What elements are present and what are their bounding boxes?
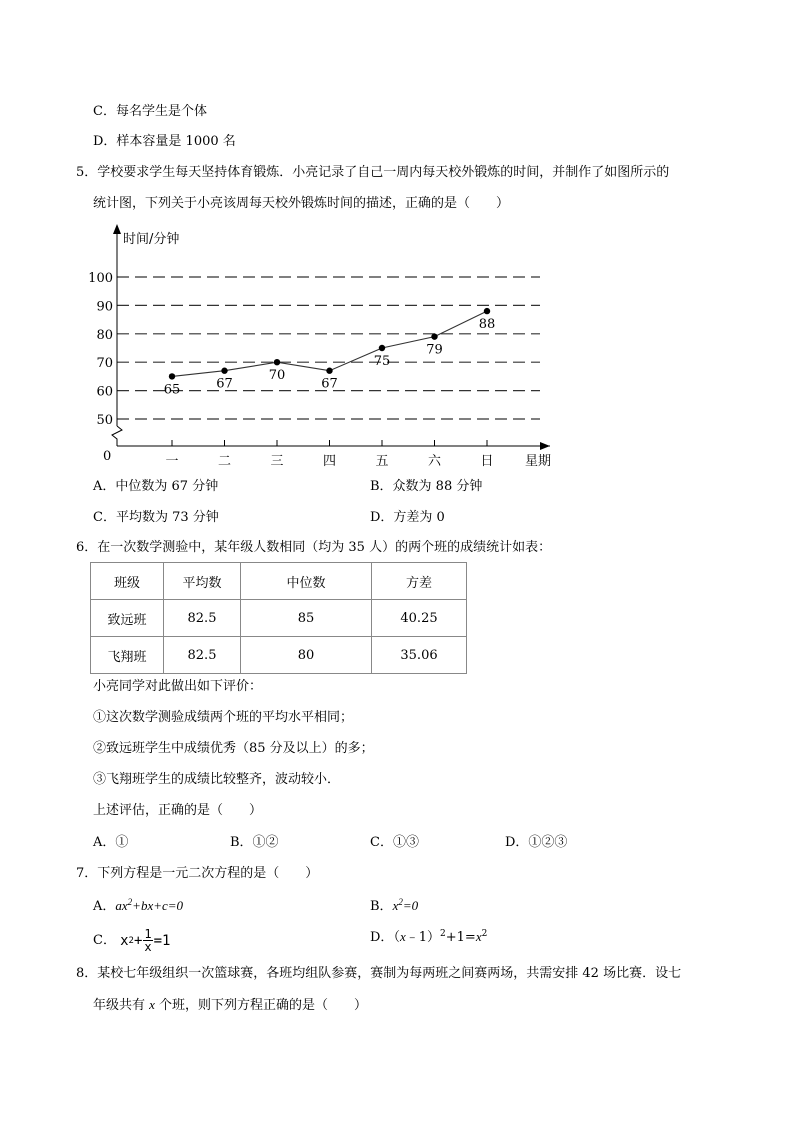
q7-option-c xyxy=(93,928,170,953)
q7-option-d-label: D． xyxy=(370,930,394,945)
q5-stem-line2: 统计图，下列关于小亮该周每天校外锻炼时间的描述，正确的是（ ） xyxy=(93,196,510,211)
q5-option-a: A．中位数为 67 分钟 xyxy=(93,479,219,494)
q8-stem-var: x xyxy=(149,997,155,1012)
header-mean: 平均数 xyxy=(164,563,241,600)
data-point-0 xyxy=(169,373,175,379)
y-axis-title: 时间/分钟 xyxy=(123,232,180,247)
q6-option-a: A．① xyxy=(93,835,129,850)
y-tick-label-90: 90 xyxy=(96,299,113,315)
q7-option-c-label: C． xyxy=(93,933,116,948)
y-tick-label-70: 70 xyxy=(96,356,113,372)
x-tick-label-5: 六 xyxy=(427,454,442,469)
q6-option-b: B．①② xyxy=(230,835,279,850)
table-cell: 82.5 xyxy=(164,600,241,637)
y-tick-label-50: 50 xyxy=(96,413,113,428)
y-tick-label-80: 80 xyxy=(96,327,113,343)
q6-option-d: D．①②③ xyxy=(505,835,568,850)
q7-option-b-label: B． xyxy=(370,899,393,914)
y-axis-arrow xyxy=(113,224,121,234)
exercise-time-line-chart xyxy=(88,222,565,472)
q6-comment-intro: 小亮同学对此做出如下评价： xyxy=(93,679,263,694)
data-label-1: 67 xyxy=(216,376,233,392)
x-tick-label-1: 二 xyxy=(217,454,232,469)
q4-option-c: C．每名学生是个体 xyxy=(93,104,207,119)
header-variance: 方差 xyxy=(372,563,467,600)
header-class: 班级 xyxy=(91,563,164,600)
table-cell: 40.25 xyxy=(372,600,467,637)
x-tick-label-2: 三 xyxy=(270,454,284,469)
x-axis-title: 星期 xyxy=(525,454,552,469)
q6-statement-2: ②致远班学生中成绩优秀（85 分及以上）的多； xyxy=(93,741,374,756)
data-point-1 xyxy=(221,368,227,374)
q7-option-c-expr: x 2 + 1 x =1 xyxy=(120,927,171,954)
header-median: 中位数 xyxy=(241,563,372,600)
data-point-5 xyxy=(431,333,437,339)
table-cell: 35.06 xyxy=(372,637,467,674)
y-tick-label-100: 100 xyxy=(88,271,113,286)
table-cell: 飞翔班 xyxy=(91,637,164,674)
q6-question: 上述评估，正确的是（ ） xyxy=(93,803,263,818)
q5-option-c: C．平均数为 73 分钟 xyxy=(93,510,219,525)
q8-stem-line1: 8．某校七年级组织一次篮球赛，各班均组队参赛，赛制为每两班之间赛两场，共需安排 42 场比赛．设七 xyxy=(76,966,682,981)
q5-stem-line1: 5．学校要求学生每天坚持体育锻炼．小亮记录了自己一周内每天校外锻炼的时间，并制作了如图所示的 xyxy=(76,165,670,180)
q7-option-d-expr: $(x﹣1)^2+1=x^2$ xyxy=(393,929,488,945)
q7-option-a xyxy=(93,897,183,916)
data-label-5: 79 xyxy=(426,342,443,358)
data-label-3: 67 xyxy=(321,376,338,392)
q7-option-a-expr: $ax^2+bx+c=0$ xyxy=(115,897,184,913)
table-cell: 致远班 xyxy=(91,600,164,637)
q6-stem: 6．在一次数学测验中，某年级人数相同（均为 35 人）的两个班的成绩统计如表： xyxy=(76,540,552,555)
data-label-0: 65 xyxy=(163,382,181,398)
table-cell: 85 xyxy=(241,600,372,637)
x-tick-label-6: 日 xyxy=(480,454,494,469)
x-tick-label-0: 一 xyxy=(165,454,179,469)
table-cell: 82.5 xyxy=(164,637,241,674)
data-point-3 xyxy=(326,368,332,374)
table-row xyxy=(91,600,467,637)
score-stats-table xyxy=(90,562,467,674)
q7-option-a-label: A． xyxy=(93,899,116,914)
q6-statement-3: ③飞翔班学生的成绩比较整齐，波动较小． xyxy=(93,772,341,787)
data-point-2 xyxy=(274,359,280,365)
y-axis-break xyxy=(112,426,122,446)
q8-stem-line2 xyxy=(93,996,367,1015)
data-label-4: 75 xyxy=(373,354,391,369)
q7-option-b xyxy=(370,897,418,916)
q6-statement-1: ①这次数学测验成绩两个班的平均水平相同； xyxy=(93,710,354,725)
q6-option-c: C．①③ xyxy=(370,835,419,850)
q5-option-d: D．方差为 0 xyxy=(370,510,445,525)
q8-stem-post: 个班，则下列方程正确的是（ ） xyxy=(154,998,368,1013)
q4-option-d: D．样本容量是 1000 名 xyxy=(93,134,236,149)
y-tick-label-60: 60 xyxy=(96,384,113,400)
origin-label: 0 xyxy=(103,449,112,464)
table-cell: 80 xyxy=(241,637,372,674)
x-axis-arrow xyxy=(540,442,550,450)
data-point-4 xyxy=(379,345,385,351)
q7-option-b-expr: $x^2=0$ xyxy=(392,897,419,913)
table-header-row xyxy=(91,563,467,600)
data-point-6 xyxy=(484,308,490,314)
q5-option-b: B．众数为 88 分钟 xyxy=(370,479,483,494)
x-tick-label-4: 五 xyxy=(375,454,389,469)
x-tick-label-3: 四 xyxy=(322,454,337,469)
table-row xyxy=(91,637,467,674)
data-label-2: 70 xyxy=(268,368,286,384)
q7-stem: 7．下列方程是一元二次方程的是（ ） xyxy=(76,866,319,881)
q8-stem-pre: 年级共有 xyxy=(93,998,150,1013)
q7-option-d xyxy=(370,928,487,947)
data-label-6: 88 xyxy=(478,317,496,333)
